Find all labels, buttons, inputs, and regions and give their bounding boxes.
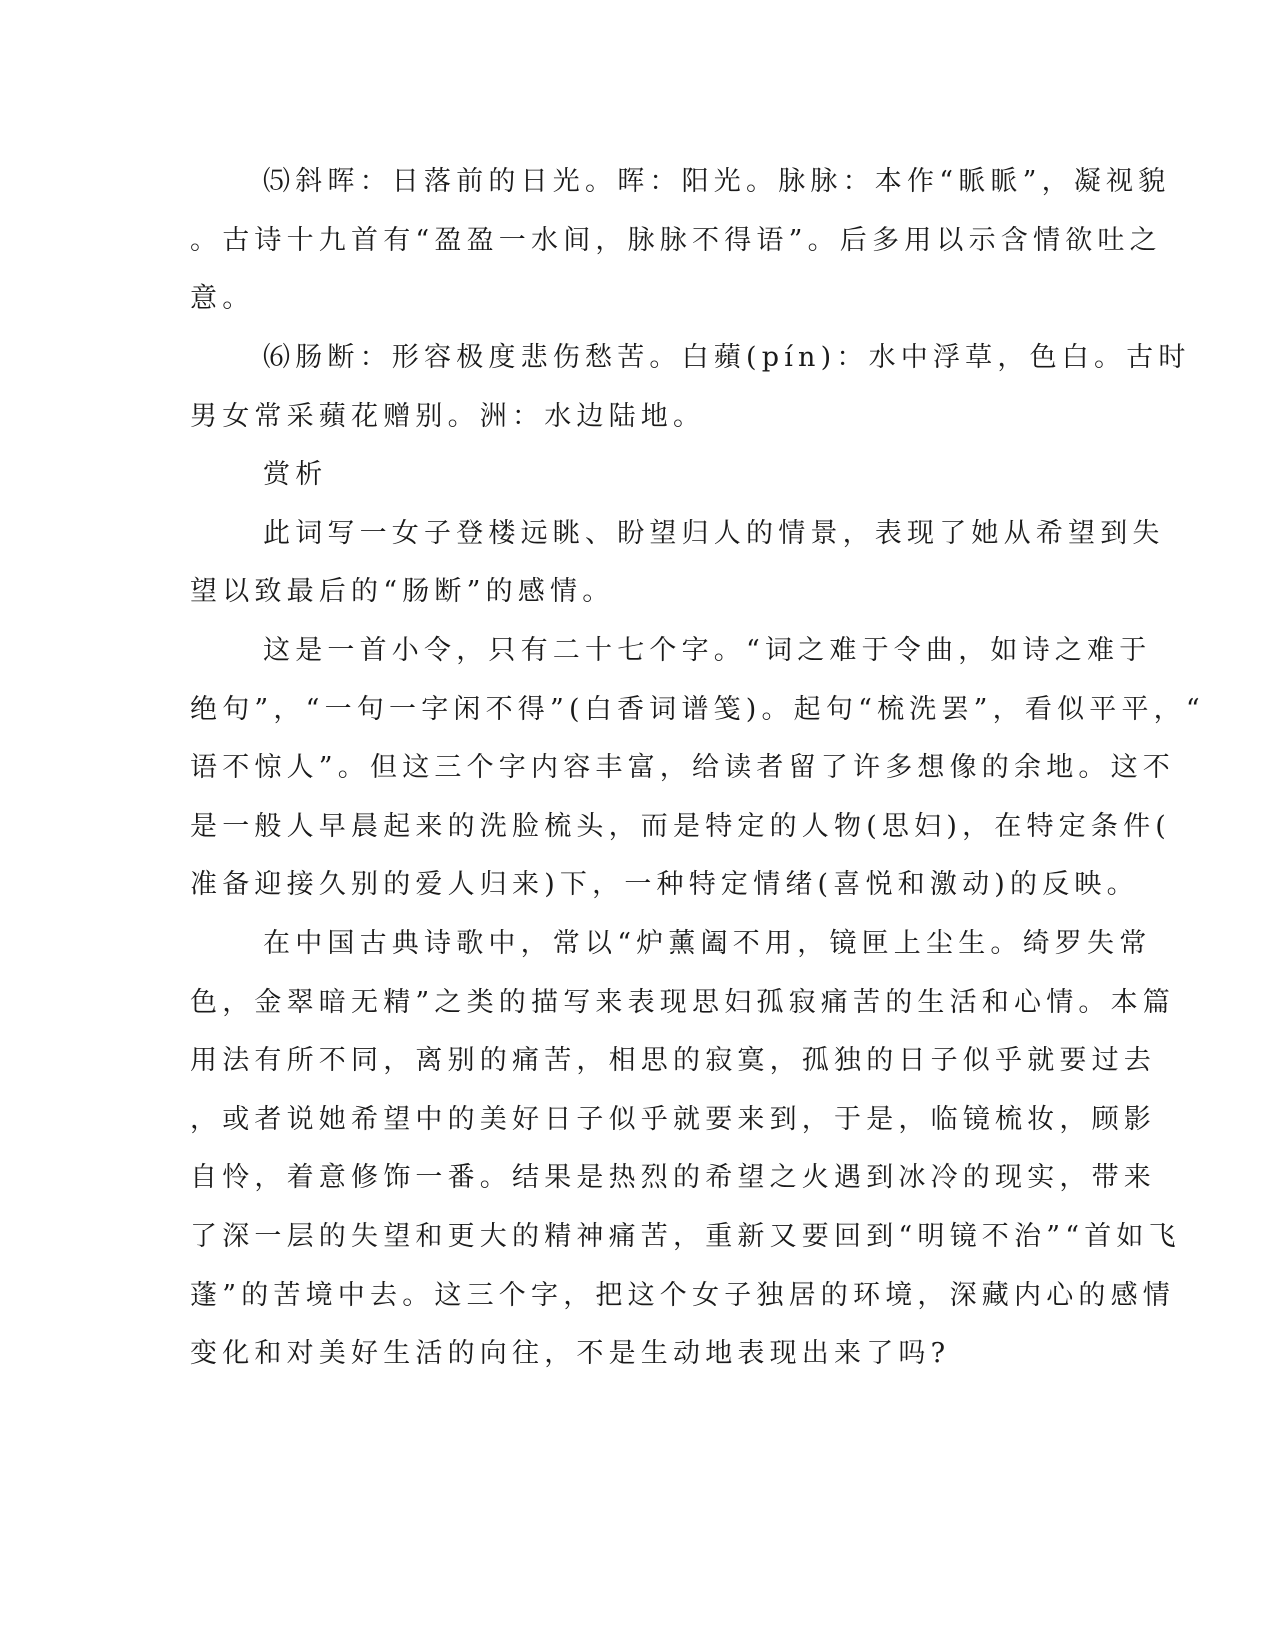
paragraph-2-line-2: 绝句”，“一句一字闲不得”(白香词谱笺)。起句“梳洗罢”，看似平平，“ [190,694,1205,725]
note-6-line-2: 男女常采蘋花赠别。洲：水边陆地。 [190,401,706,432]
paragraph-3-line-2: 色，金翠暗无精”之类的描写来表现思妇孤寂痛苦的生活和心情。本篇 [190,987,1176,1018]
paragraph-3-line-8: 变化和对美好生活的向往，不是生动地表现出来了吗? [190,1338,951,1369]
paragraph-2-line-3: 语不惊人”。但这三个字内容丰富，给读者留了许多想像的余地。这不 [190,752,1176,783]
paragraph-3-line-4: ，或者说她希望中的美好日子似乎就要来到，于是，临镜梳妆，顾影 [190,1104,1156,1135]
section-heading-appreciation: 赏析 [263,459,328,490]
paragraph-3-line-5: 自怜，着意修饰一番。结果是热烈的希望之火遇到冰冷的现实，带来 [190,1162,1156,1193]
paragraph-2-line-5: 准备迎接久别的爱人归来)下，一种特定情绪(喜悦和激动)的反映。 [190,869,1139,900]
paragraph-3-line-7: 蓬”的苦境中去。这三个字，把这个女子独居的环境，深藏内心的感情 [190,1280,1176,1311]
note-5-line-1: ⑸斜晖：日落前的日光。晖：阳光。脉脉：本作“眽眽”，凝视貌 [263,166,1171,197]
paragraph-2-line-4: 是一般人早晨起来的洗脸梳头，而是特定的人物(思妇)，在特定条件( [190,811,1171,842]
paragraph-1-line-1: 此词写一女子登楼远眺、盼望归人的情景，表现了她从希望到失 [263,518,1165,549]
paragraph-2-line-1: 这是一首小令，只有二十七个字。“词之难于令曲，如诗之难于 [263,635,1152,666]
note-6-line-1: ⑹肠断：形容极度悲伤愁苦。白蘋(pín)：水中浮草，色白。古时 [263,342,1191,373]
paragraph-1-line-2: 望以致最后的“肠断”的感情。 [190,576,615,607]
paragraph-3-line-3: 用法有所不同，离别的痛苦，相思的寂寞，孤独的日子似乎就要过去 [190,1045,1156,1076]
paragraph-3-line-6: 了深一层的失望和更大的精神痛苦，重新又要回到“明镜不治”“首如飞 [190,1221,1181,1252]
paragraph-3-line-1: 在中国古典诗歌中，常以“炉薰阖不用，镜匣上尘生。绮罗失常 [263,928,1152,959]
note-5-line-3: 意。 [190,283,255,314]
note-5-line-2: 。古诗十九首有“盈盈一水间，脉脉不得语”。后多用以示含情欲吐之 [190,225,1162,256]
